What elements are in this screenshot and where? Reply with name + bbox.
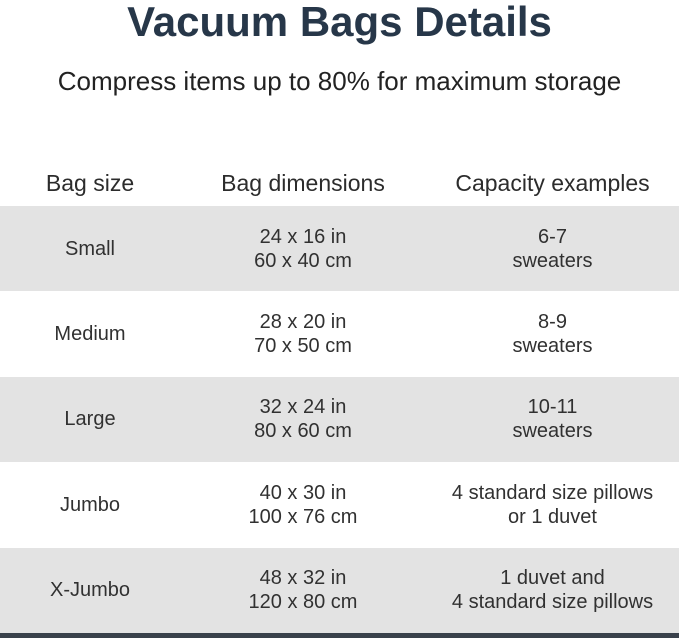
column-header-bag-size: Bag size (45, 170, 135, 196)
bag-dimensions-cell (180, 206, 426, 291)
capacity-cell (426, 548, 679, 633)
capacity-line-1: 6-7 (538, 225, 567, 248)
bag-dimensions-cell (180, 291, 426, 376)
dimensions-inches: 32 x 24 in (259, 396, 347, 419)
page-subtitle: Compress items up to 80% for maximum storage (57, 66, 622, 96)
capacity-line-1: 1 duvet and (500, 567, 605, 590)
table-row-large (0, 377, 679, 462)
table-row-small (0, 206, 679, 291)
capacity-line-2: or 1 duvet (508, 505, 597, 528)
dimensions-centimeters: 80 x 60 cm (254, 420, 352, 443)
table-row-medium (0, 291, 679, 376)
bag-size-cell: Medium (54, 323, 126, 346)
capacity-cell (426, 291, 679, 376)
capacity-line-1: 8-9 (538, 311, 567, 334)
dimensions-centimeters: 60 x 40 cm (254, 249, 352, 272)
bottom-accent-bar (0, 633, 679, 638)
bag-size-cell: Small (64, 237, 115, 260)
size-table (0, 160, 679, 633)
bag-dimensions-cell (180, 462, 426, 547)
capacity-line-2: sweaters (512, 249, 593, 272)
table-row-jumbo (0, 462, 679, 547)
table-header-row (0, 160, 679, 206)
bag-size-cell: Large (64, 408, 116, 431)
capacity-line-1: 10-11 (527, 396, 578, 419)
dimensions-inches: 24 x 16 in (259, 225, 347, 248)
capacity-line-2: sweaters (512, 420, 593, 443)
bag-dimensions-cell (180, 548, 426, 633)
dimensions-inches: 40 x 30 in (259, 481, 347, 504)
bag-size-cell: Jumbo (59, 493, 121, 516)
dimensions-centimeters: 70 x 50 cm (254, 335, 352, 358)
table-body (0, 206, 679, 633)
dimensions-centimeters: 100 x 76 cm (248, 505, 358, 528)
dimensions-inches: 28 x 20 in (259, 311, 347, 334)
page-title: Vacuum Bags Details (127, 0, 552, 45)
capacity-cell (426, 377, 679, 462)
table-row-x-jumbo (0, 548, 679, 633)
dimensions-inches: 48 x 32 in (259, 567, 347, 590)
bag-dimensions-cell (180, 377, 426, 462)
capacity-cell (426, 462, 679, 547)
capacity-cell (426, 206, 679, 291)
column-header-capacity-examples: Capacity examples (455, 170, 650, 196)
capacity-line-2: 4 standard size pillows (451, 591, 654, 614)
bag-size-cell: X-Jumbo (49, 579, 131, 602)
capacity-line-1: 4 standard size pillows (451, 481, 654, 504)
capacity-line-2: sweaters (512, 335, 593, 358)
dimensions-centimeters: 120 x 80 cm (248, 591, 358, 614)
column-header-bag-dimensions: Bag dimensions (221, 170, 385, 196)
